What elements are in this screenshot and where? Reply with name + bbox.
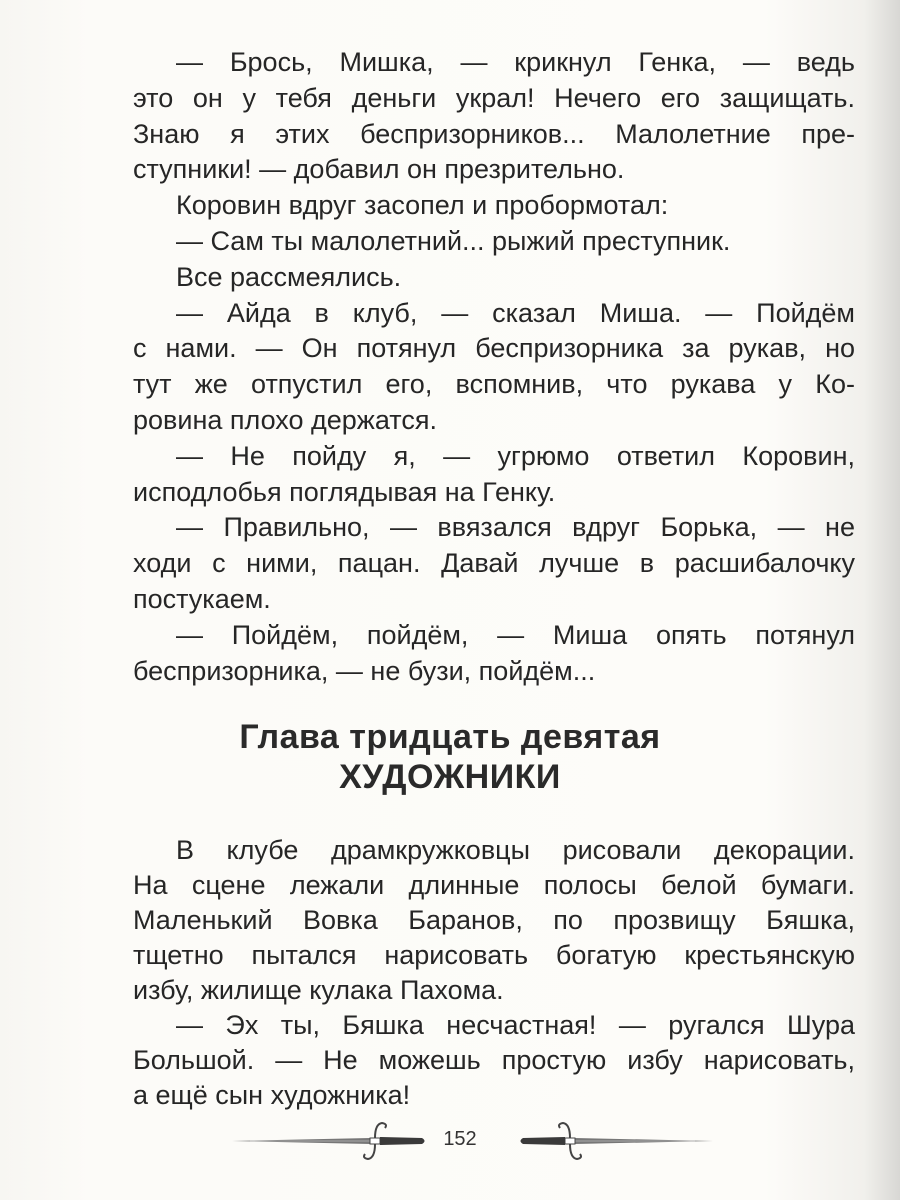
text-line: В клубе драмкружковцы рисовали декорации. — [176, 835, 855, 865]
text-line: — Сам ты малолетний... рыжий преступник. — [176, 226, 731, 256]
sword-ornament-right-icon — [515, 1118, 715, 1164]
text-line: — Эх ты, Бяшка несчастная! — ругался Шура — [176, 1010, 855, 1040]
text-line: избу, жилище кулака Пахома. — [133, 975, 504, 1005]
text-line: — Брось, Мишка, — крикнул Генка, — ведь — [176, 47, 855, 77]
text-line: постукаем. — [133, 584, 271, 614]
chapter-number: Глава тридцать девятая — [239, 718, 661, 756]
text-line: Маленький Вовка Баранов, по прозвищу Бяшка, — [133, 905, 855, 935]
text-line: На сцене лежали длинные полосы белой бумаги. — [133, 870, 855, 900]
text-line: ступники! — добавил он презрительно. — [133, 154, 625, 184]
text-line: — Айда в клуб, — сказал Миша. — Пойдём — [176, 298, 855, 328]
page-number: 152 — [443, 1128, 477, 1150]
text-line: Все рассмеялись. — [176, 262, 402, 292]
text-line: Знаю я этих беспризорников... Малолетние пре- — [133, 119, 855, 149]
sword-ornament-left-icon — [230, 1118, 430, 1164]
text-line: тут же отпустил его, вспомнив, что рукава у Ко- — [133, 369, 855, 399]
text-line: это он у тебя деньги украл! Нечего его защищать. — [133, 83, 855, 113]
text-line: исподлобья поглядывая на Генку. — [133, 477, 556, 507]
text-line: — Правильно, — ввязался вдруг Борька, — не — [176, 512, 855, 542]
text-line: а ещё сын художника! — [133, 1080, 411, 1110]
text-line: Коровин вдруг засопел и пробормотал: — [176, 190, 669, 220]
chapter-title: ХУДОЖНИКИ — [339, 758, 561, 796]
text-line: беспризорника, — не бузи, пойдём... — [133, 656, 596, 686]
text-line: — Не пойду я, — угрюмо ответил Коровин, — [176, 441, 855, 471]
text-line: ходи с ними, пацан. Давай лучше в расшибалочку — [133, 548, 855, 578]
text-line: Большой. — Не можешь простую избу нарисовать, — [133, 1045, 855, 1075]
text-line: тщетно пытался нарисовать богатую крестьянскую — [133, 940, 855, 970]
text-line: — Пойдём, пойдём, — Миша опять потянул — [176, 620, 855, 650]
text-line: с нами. — Он потянул беспризорника за рукав, но — [133, 333, 855, 363]
text-line: ровина плохо держатся. — [133, 405, 437, 435]
